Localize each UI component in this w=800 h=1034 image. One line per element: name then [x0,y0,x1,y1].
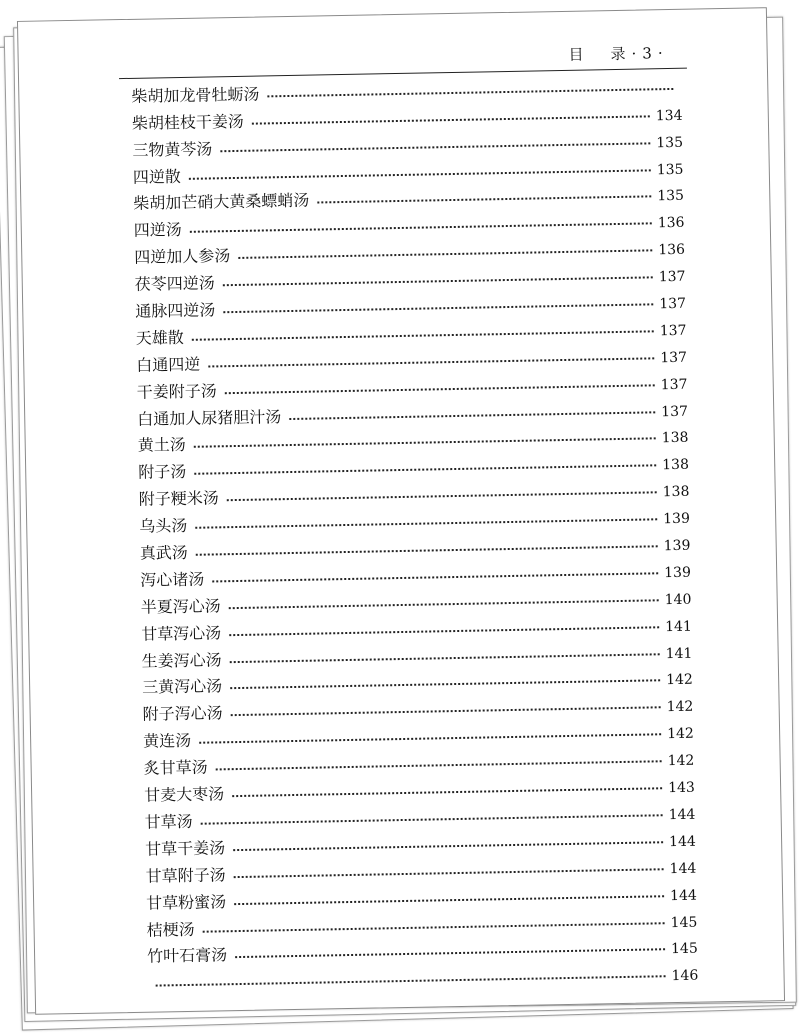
toc-leader-dots [216,760,662,770]
toc-entry-page: 137 [659,322,687,340]
toc-entry-title: 炙甘草汤 [143,757,208,778]
toc-entry-title: 竹叶石膏汤 [146,945,228,967]
toc-entry-title: 甘麦大枣汤 [143,784,225,805]
toc-leader-dots [192,330,654,340]
toc-entry-title: 附子泻心汤 [142,703,223,725]
toc-leader-dots [201,814,663,824]
toc-entry-page: 142 [666,672,694,689]
toc-leader-dots [156,976,666,987]
toc-leader-dots [199,734,661,744]
toc-entry-page: 137 [658,268,686,286]
toc-entry-title: 柴胡加龙骨牡蛎汤 [131,84,260,106]
toc-entry-page: 136 [658,241,686,259]
toc-leader-dots [231,707,661,717]
toc-leader-dots [194,438,656,448]
toc-leader-dots [227,492,657,502]
toc-entry-title: 乌头汤 [139,516,188,536]
toc-leader-dots [289,411,655,420]
toc-entry-page: 137 [660,349,688,367]
toc-leader-dots [195,518,657,528]
toc-entry-page: 139 [664,564,692,582]
toc-entry-title: 四逆汤 [133,220,183,241]
toc-leader-dots [230,653,660,663]
toc-entry-title: 白通加人尿猪胆汁汤 [137,406,282,429]
toc-entry-title: 泻心诸汤 [140,569,205,590]
toc-entry-title: 附子汤 [138,462,187,483]
toc-entry-page: 135 [657,188,685,205]
toc-entry-title: 四逆散 [132,166,182,187]
toc-entry-page: 135 [656,161,684,178]
toc-leader-dots [252,115,650,124]
toc-leader-dots [234,868,664,878]
toc-entry-title: 天雄散 [135,327,184,348]
toc-entry-title: 干姜附子汤 [136,381,217,402]
toc-leader-dots [235,949,665,959]
toc-leader-dots [229,599,659,609]
toc-entry-title: 生姜泻心汤 [141,649,222,671]
toc-leader-dots [190,223,652,233]
toc-entry-page: 138 [662,457,690,474]
toc-leader-dots [208,357,654,367]
toc-leader-dots [220,142,650,152]
table-of-contents [131,70,699,994]
toc-entry-title: 通脉四逆汤 [135,300,216,321]
toc-leader-dots [203,922,665,932]
toc-entry-title: 柴胡加芒硝大黄桑螵蛸汤 [133,191,310,214]
toc-leader-dots [212,572,658,582]
toc-entry-page: 138 [661,430,689,447]
toc-leader-dots [232,787,662,797]
toc-entry-page: 144 [668,833,696,850]
toc-leader-dots [267,88,673,97]
toc-entry-title: 茯苓四逆汤 [134,273,215,294]
toc-entry-title: 黄连汤 [143,731,192,752]
toc-entry-page: 137 [660,376,688,393]
toc-leader-dots [233,841,663,851]
toc-entry-page: 139 [663,537,691,555]
toc-entry-page: 139 [663,510,691,528]
toc-leader-dots [234,895,664,905]
toc-entry-page: 136 [657,215,685,232]
toc-entry-page: 141 [665,645,693,662]
toc-entry-page: 135 [656,134,684,151]
toc-leader-dots [238,250,652,260]
toc-leader-dots [317,196,651,204]
toc-entry-title: 桔梗汤 [146,919,195,940]
header-title: 目 录·3· [568,44,669,64]
toc-entry-page: 146 [671,967,699,985]
toc-entry-page: 144 [669,860,697,877]
toc-leader-dots [194,465,656,475]
toc-entry-title: 甘草干姜汤 [144,838,226,859]
toc-entry-page: 141 [665,618,693,635]
toc-entry-page: 137 [659,295,687,313]
toc-entry-title: 半夏泻心汤 [140,596,221,617]
toc-entry-title: 甘草泻心汤 [141,623,222,644]
toc-leader-dots [229,626,659,636]
toc-entry-page: 140 [664,591,692,608]
toc-entry-page: 144 [669,887,697,904]
toc-entry-page: 145 [670,941,698,958]
toc-entry-page: 138 [662,483,690,501]
toc-entry-title: 三黄泻心汤 [142,676,223,698]
toc-entry-title: 三物黄芩汤 [132,139,213,160]
toc-entry-title: 甘草附子汤 [145,864,226,886]
toc-entry-page: 142 [666,725,695,743]
toc-entry-title: 黄土汤 [137,435,186,456]
toc-entry-page: 144 [668,806,696,824]
toc-leader-dots [189,169,651,179]
document-page [17,7,785,1015]
toc-entry-title: 白通四逆 [136,354,201,375]
toc-entry-title: 真武汤 [139,542,188,563]
toc-entry-title: 柴胡桂枝干姜汤 [131,111,245,133]
toc-leader-dots [223,303,653,313]
toc-entry-page: 134 [655,107,683,125]
toc-entry-page: 137 [661,403,689,420]
toc-leader-dots [196,545,658,555]
toc-leader-dots [230,680,660,690]
toc-leader-dots [225,384,655,394]
toc-entry-title: 四逆加人参汤 [134,246,231,268]
toc-entry-page: 143 [667,779,696,797]
toc-entry-title: 甘草汤 [144,811,193,832]
toc-entry-title: 附子粳米汤 [138,488,219,510]
toc-entry-page: 145 [670,914,698,931]
toc-leader-dots [223,276,653,286]
toc-entry-title: 甘草粉蜜汤 [145,891,227,913]
toc-entry-page: 142 [666,699,694,716]
toc-entry-page: 142 [667,752,695,770]
